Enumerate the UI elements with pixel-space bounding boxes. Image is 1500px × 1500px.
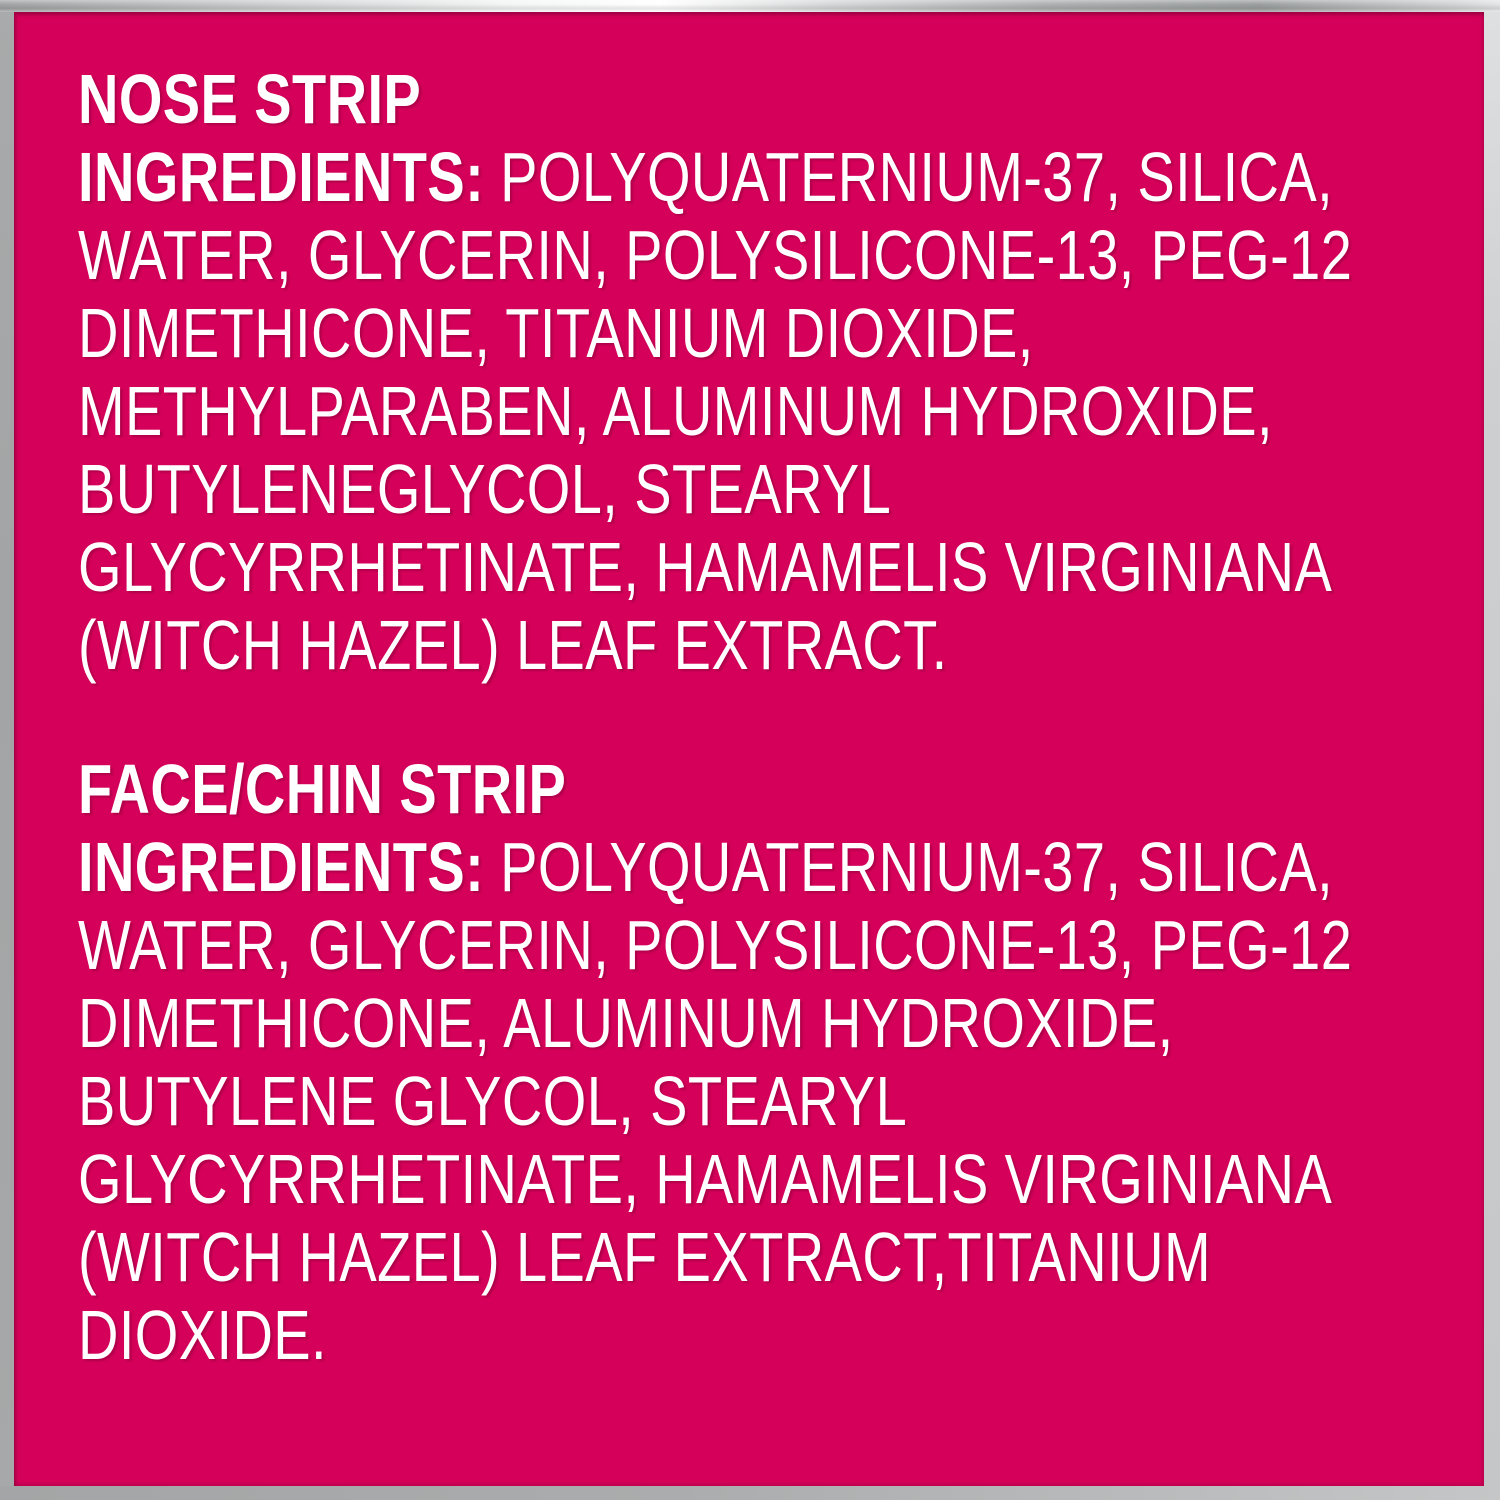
ingredients-line: DIOXIDE. <box>78 1296 328 1374</box>
ingredients-text: POLYQUATERNIUM-37, SILICA, <box>500 138 1334 216</box>
ingredients-line: BUTYLENEGLYCOL, STEARYL <box>78 450 892 528</box>
section-title: FACE/CHIN STRIP <box>78 750 567 828</box>
nose-strip-section <box>78 60 1352 684</box>
face-chin-strip-section <box>78 750 1352 1374</box>
ingredients-line: DIMETHICONE, TITANIUM DIOXIDE, <box>78 294 1034 372</box>
section-title: NOSE STRIP <box>78 60 422 138</box>
ingredients-line: WATER, GLYCERIN, POLYSILICONE-13, PEG-12 <box>78 906 1353 984</box>
metallic-frame-bottom <box>0 1486 1500 1500</box>
ingredients-line: (WITCH HAZEL) LEAF EXTRACT,TITANIUM <box>78 1218 1211 1296</box>
ingredients-line: BUTYLENE GLYCOL, STEARYL <box>78 1062 908 1140</box>
ingredients-line: DIMETHICONE, ALUMINUM HYDROXIDE, <box>78 984 1174 1062</box>
ingredients-text: POLYQUATERNIUM-37, SILICA, <box>500 828 1334 906</box>
ingredients-line: WATER, GLYCERIN, POLYSILICONE-13, PEG-12 <box>78 216 1353 294</box>
ingredients-line <box>78 828 1352 906</box>
ingredients-line: GLYCYRRHETINATE, HAMAMELIS VIRGINIANA <box>78 528 1333 606</box>
metallic-frame-left <box>0 0 14 1500</box>
metallic-frame-right <box>1484 0 1500 1500</box>
metallic-frame-top <box>0 0 1500 12</box>
ingredients-text-block <box>78 60 1352 1374</box>
ingredients-heading: INGREDIENTS: <box>78 828 485 906</box>
ingredients-line: (WITCH HAZEL) LEAF EXTRACT. <box>78 606 948 684</box>
ingredients-line: GLYCYRRHETINATE, HAMAMELIS VIRGINIANA <box>78 1140 1333 1218</box>
ingredients-line <box>78 138 1352 216</box>
ingredients-panel <box>14 12 1484 1486</box>
ingredients-heading: INGREDIENTS: <box>78 138 485 216</box>
ingredients-line: METHYLPARABEN, ALUMINUM HYDROXIDE, <box>78 372 1273 450</box>
